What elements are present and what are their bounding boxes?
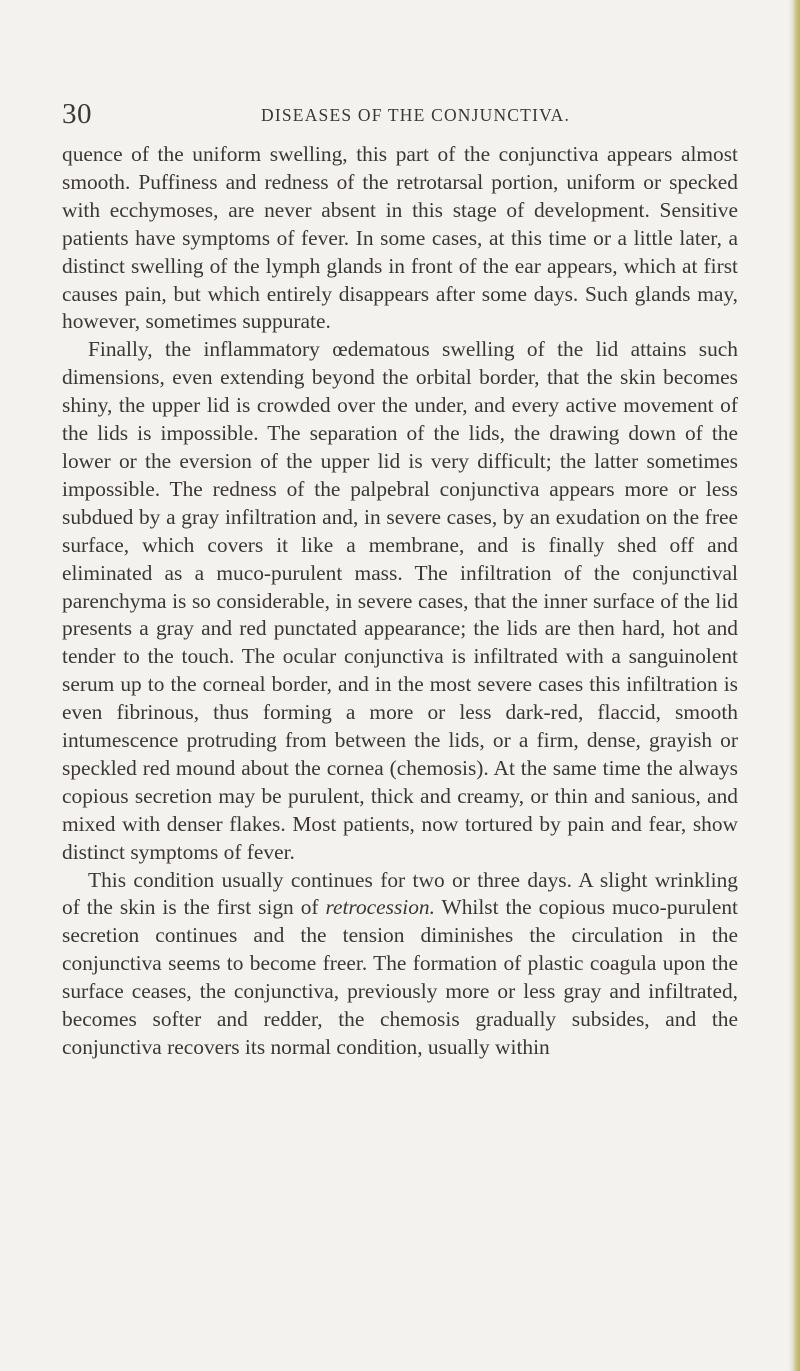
paragraph-3-text-start: This condition usually continues for two or three days. A slight wrinkling of the skin is the first sign of: [62, 867, 738, 920]
page-header: [62, 98, 742, 138]
running-head: DISEASES OF THE CONJUNCTIVA.: [261, 105, 571, 125]
paragraph-3: [62, 867, 738, 1062]
paragraph-1: quence of the uniform swelling, this part of the conjunctiva appears almost smooth. Puffiness and redness of the retrotarsal portion, uniform or specked with ecchymoses, are never absent in this stage of development. Sensitive patients have symptoms of fever. In some cases, at this time or a little later, a distinct swelling of the lymph glands in front of the ear appears, which at first causes pain, but which entirely disappears after some days. Such glands may, however, sometimes suppurate.: [62, 142, 738, 334]
paragraph-2: Finally, the inflammatory œdematous swelling of the lid attains such dimensions, even extending beyond the orbital border, that the skin becomes shiny, the upper lid is crowded over the under, and every active movement of the lids is impossible. The separation of the lids, the drawing down of the lower or the eversion of the upper lid is very difficult; the latter sometimes impossible. The redness of the palpebral conjunctiva appears more or less subdued by a gray infiltration and, in severe cases, by an exudation on the free surface, which covers it like a membrane, and is finally shed off and eliminated as a muco-purulent mass. The infiltration of the conjunctival parenchyma is so considerable, in severe cases, that the inner surface of the lid presents a gray and red punctated appearance; the lids are then hard, hot and tender to the touch. The ocular conjunctiva is infiltrated with a sanguinolent serum up to the corneal border, and in the most severe cases this infiltration is even fibrinous, thus forming a more or less dark-red, flaccid, smooth intumescence protruding from between the lids, or a firm, dense, grayish or speckled red mound about the cornea (chemosis). At the same time the always copious secretion may be purulent, thick and creamy, or thin and sanious, and mixed with denser flakes. Most patients, now tortured by pain and fear, show distinct symptoms of fever.: [62, 337, 738, 864]
page-number: 30: [62, 98, 92, 130]
body-text: [62, 141, 738, 1062]
paragraph-3-emphasis: retrocession.: [325, 895, 435, 920]
page-edge-binding: [788, 0, 800, 1371]
paragraph-3-text-end: Whilst the copious muco-purulent secretion continues and the tension diminishes the circulation in the conjunctiva seems to become freer. The formation of plastic coagula upon the surface ceases, the conjunctiva, previously more or less gray and infiltrated, becomes softer and redder, the chemosis gradually subsides, and the conjunctiva recovers its normal condition, usually within: [62, 895, 738, 1059]
